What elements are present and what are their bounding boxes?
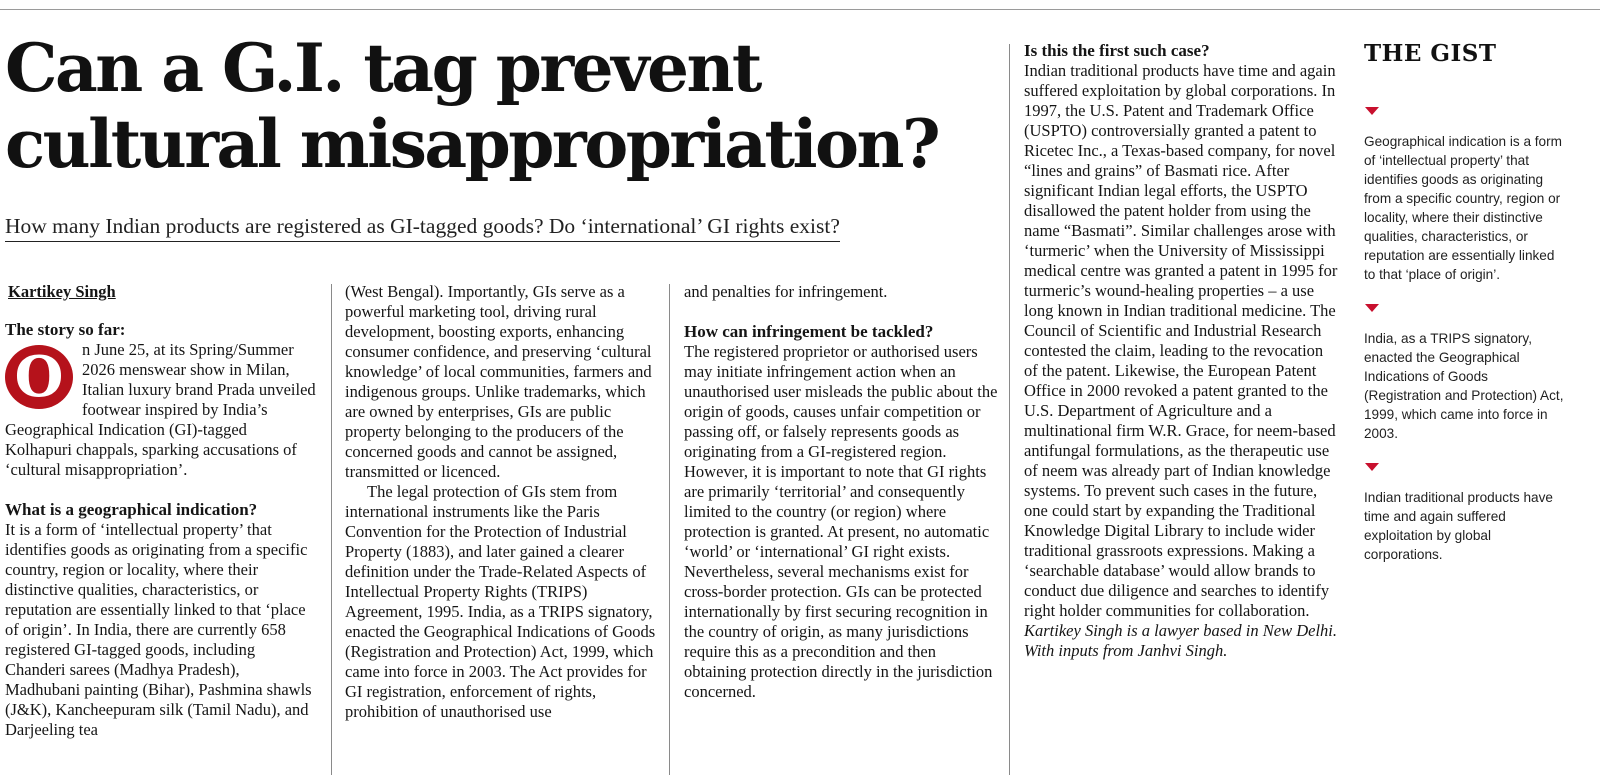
- article-column-2: [345, 282, 659, 722]
- article-column-3: [684, 282, 998, 702]
- gist-item: [1364, 107, 1564, 284]
- headline: Can a G.I. tag prevent cultural misappropriation?: [5, 29, 939, 183]
- gi-benefits-paragraph: (West Bengal). Importantly, GIs serve as a powerful marketing tool, driving rural development, boosting exports, enhancing consumer confidence, and preserving ‘cultural knowledge’ of local communities, farmers and indigenous groups. Unlike trademarks, which are owned by enterprises, GIs are public property belonging to the producers of the concerned goods and cannot be assigned, transmitted or licenced.: [345, 282, 652, 481]
- column-divider-1: [331, 284, 332, 775]
- triangle-marker-icon: [1365, 463, 1379, 471]
- infringement-heading: How can infringement be tackled?: [684, 322, 934, 341]
- gist-title: THE GIST: [1364, 40, 1497, 67]
- infringement-paragraph: The registered proprietor or authorised users may initiate infringement action when an unauthorised user misleads the public about the origin of goods, causes unfair competition or passing off, or falsely represents goods as originating from a GI-registered region. However, it is important to note that GI rights are primarily ‘territorial’ and consequently limited to the country (or region) where protection is granted. At present, no automatic ‘world’ or ‘international’ GI right exists. Nevertheless, several mechanisms exist for cross-border protection. GIs can be protected internationally by first securing recognition in the country of origin, as many jurisdictions require this as a precondition and then obtaining protection directly in the jurisdiction concerned.: [684, 342, 998, 701]
- gist-item-text: Indian traditional products have time and again suffered exploitation by global corporations.: [1364, 490, 1553, 562]
- top-rule: [0, 9, 1600, 10]
- gist-item: [1364, 304, 1564, 443]
- gist-item: [1364, 463, 1564, 564]
- gist-item-text: Geographical indication is a form of ‘intellectual property’ that identifies goods as originating from a specific country, region or locality, where their distinctive qualities, characteristics, or reputation are essentially linked to that ‘place of origin’.: [1364, 134, 1562, 282]
- penalties-line: and penalties for infringement.: [684, 282, 888, 301]
- legal-protection-paragraph: The legal protection of GIs stem from international instruments like the Paris Convention for the Protection of Industrial Property (1883), and later gained a clearer definition under the Trade-Related Aspects of Intellectual Property Rights (TRIPS) Agreement, 1995. India, as a TRIPS signatory, enacted the Geographical Indications of Goods (Registration and Protection) Act, 1999, which came into force in 2003. The Act provides for GI registration, enforcement of rights, prohibition of unauthorised use: [345, 482, 656, 721]
- byline[interactable]: Kartikey Singh: [8, 282, 116, 301]
- triangle-marker-icon: [1365, 107, 1379, 115]
- dropcap: O: [5, 345, 73, 409]
- story-so-far-heading: The story so far:: [5, 320, 126, 339]
- author-note: Kartikey Singh is a lawyer based in New Delhi. With inputs from Janhvi Singh.: [1024, 621, 1338, 660]
- gi-definition-paragraph: It is a form of ‘intellectual property’ that identifies goods as originating from a specific country, region or locality, where their distinctive qualities, characteristics, or reputation are essentially linked to that ‘place of origin’. In India, there are currently 658 registered GI-tagged goods, including Chanderi sarees (Madhya Pradesh), Madhubani painting (Bihar), Pashmina shawls (J&K), Kancheepuram silk (Tamil Nadu), and Darjeeling tea: [5, 520, 312, 739]
- first-case-paragraph: Indian traditional products have time and again suffered exploitation by global corporations. In 1997, the U.S. Patent and Trademark Office (USPTO) controversially granted a patent to Ricetec Inc., a Texas-based company, for novel “lines and grains” of Basmati rice. After significant Indian legal efforts, the USPTO disallowed the patent holder from using the name “Basmati”. Similar challenges arose with ‘turmeric’ when the University of Mississippi medical centre was granted a patent in 1995 for turmeric’s wound-healing properties – a use long known in Indian traditional medicine. The Council of Scientific and Industrial Research contested the claim, leading to the revocation of the patent. Likewise, the European Patent Office in 2000 revoked a patent granted to the U.S. Department of Agriculture and a multinational firm W.R. Grace, for neem-based antifungal formulations, as the therapeutic use of neem was already part of Indian knowledge systems. To prevent such cases in the future, one could start by expanding the Traditional Knowledge Digital Library to include wider traditional grassroots expressions. Making a ‘searchable database’ would allow brands to conduct due diligence and searches to identify right holder communities for collaboration.: [1024, 61, 1338, 620]
- gist-sidebar: [1364, 40, 1564, 584]
- column-divider-2: [669, 284, 670, 775]
- gi-definition-heading: What is a geographical indication?: [5, 500, 258, 519]
- article-column-4: [1024, 41, 1340, 661]
- gist-item-text: India, as a TRIPS signatory, enacted the Geographical Indications of Goods (Registration and Protection) Act, 1999, which came into force in 2003.: [1364, 331, 1564, 441]
- triangle-marker-icon: [1365, 304, 1379, 312]
- column-divider-3: [1009, 44, 1010, 775]
- article-column-1: [5, 282, 317, 740]
- first-case-heading: Is this the first such case?: [1024, 41, 1210, 60]
- intro-paragraph: O n June 25, at its Spring/Summer 2026 menswear show in Milan, Italian luxury brand Prada unveiled footwear inspired by India’s Geographical Indication (GI)-tagged Kolhapuri chappals, sparking accusations of ‘cultural misappropriation’.: [5, 340, 316, 479]
- standfirst: How many Indian products are registered as GI-tagged goods? Do ‘international’ GI rights exist?: [5, 212, 840, 242]
